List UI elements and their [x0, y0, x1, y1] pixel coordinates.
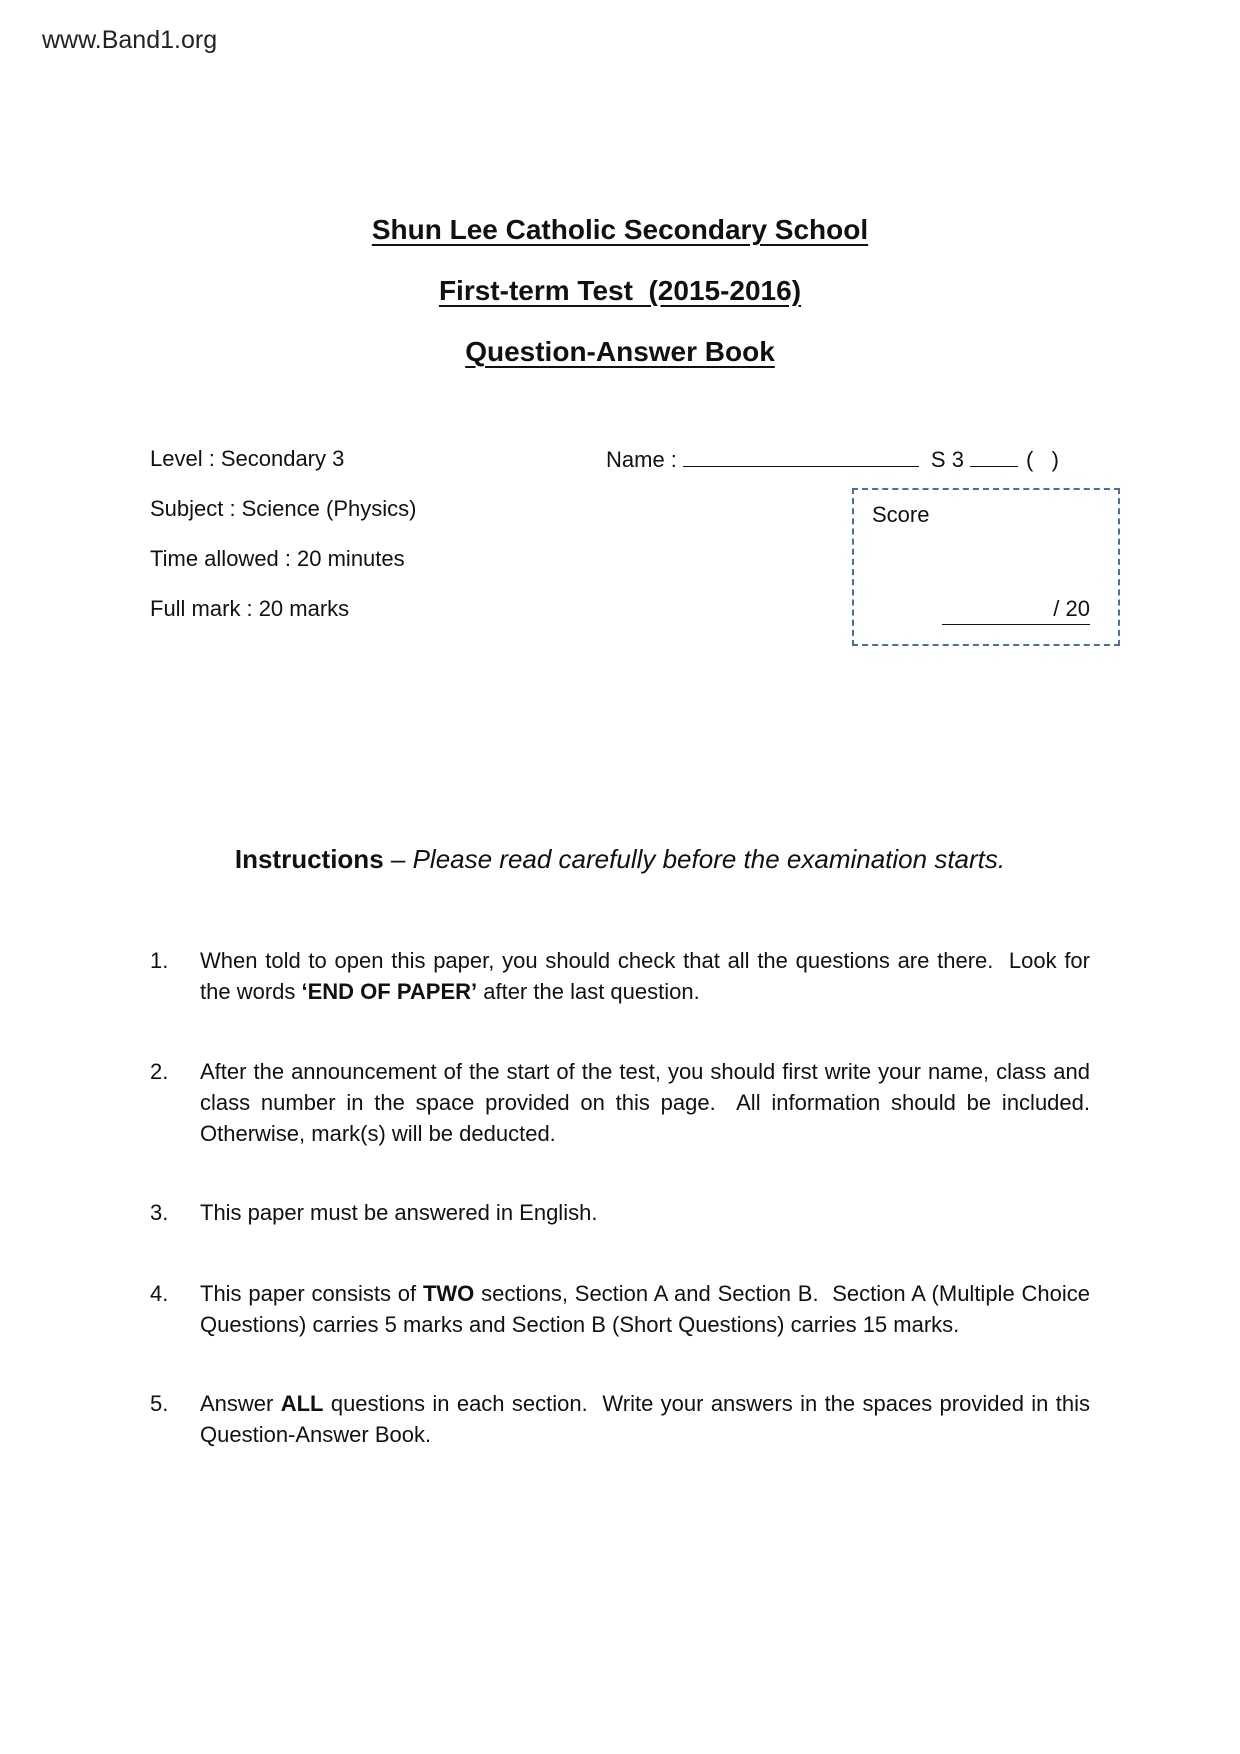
instructions-dash: –	[383, 844, 413, 874]
fullmark-value: 20 marks	[258, 596, 350, 621]
list-item	[150, 1388, 1097, 1450]
item-number: 1.	[150, 948, 169, 973]
instructions-heading	[0, 844, 1240, 875]
item-text: This paper must be answered in English.	[200, 1200, 598, 1225]
item-text: Answer ALL questions in each section. Write your answers in the spaces provided in this Question-Answer Book.	[200, 1391, 1097, 1447]
watermark-url: www.Band1.org	[42, 26, 218, 54]
name-label: Name :	[606, 447, 677, 472]
subject-row	[150, 496, 416, 522]
fullmark-row	[150, 596, 349, 622]
name-field[interactable]	[683, 446, 919, 467]
item-number: 3.	[150, 1200, 169, 1225]
level-value: Secondary 3	[220, 446, 345, 471]
list-item	[150, 945, 1097, 1007]
level-label: Level :	[150, 446, 215, 471]
list-item	[150, 1278, 1097, 1340]
item-number: 5.	[150, 1391, 169, 1416]
class-prefix: S 3	[930, 447, 964, 472]
time-row	[150, 546, 405, 572]
class-number-field[interactable]: ( )	[1025, 447, 1059, 472]
item-text: When told to open this paper, you should check that all the questions are there. Look for the words ‘END OF PAPER’ after the last question.	[200, 948, 1097, 1004]
subject-label: Subject :	[150, 496, 236, 521]
item-text: This paper consists of TWO sections, Section A and Section B. Section A (Multiple Choice Questions) carries 5 marks and Section B (Short Questions) carries 15 marks.	[200, 1281, 1097, 1337]
time-label: Time allowed :	[150, 546, 292, 571]
class-field[interactable]	[970, 446, 1018, 467]
school-name: Shun Lee Catholic Secondary School	[371, 214, 869, 245]
instructions-title: Instructions	[234, 844, 384, 874]
list-item	[150, 1197, 1090, 1228]
score-box	[852, 488, 1120, 646]
subject-value: Science (Physics)	[241, 496, 417, 521]
item-text: After the announcement of the start of the test, you should first write your name, class and class number in the space provided on this page. All information should be included. Otherwise, mark(s) will be deducted.	[200, 1059, 1103, 1146]
time-value: 20 minutes	[297, 546, 405, 571]
instructions-subtitle: Please read carefully before the examination starts.	[412, 844, 1006, 874]
item-number: 4.	[150, 1281, 169, 1306]
fullmark-label: Full mark :	[150, 596, 253, 621]
book-title: Question-Answer Book	[465, 336, 775, 367]
item-number: 2.	[150, 1059, 169, 1084]
test-title: First-term Test (2015-2016)	[438, 275, 802, 306]
list-item	[150, 1056, 1103, 1149]
level-row	[150, 446, 344, 472]
student-details	[606, 446, 1059, 473]
score-total[interactable]: / 20	[942, 596, 1090, 625]
score-label: Score	[872, 502, 930, 527]
